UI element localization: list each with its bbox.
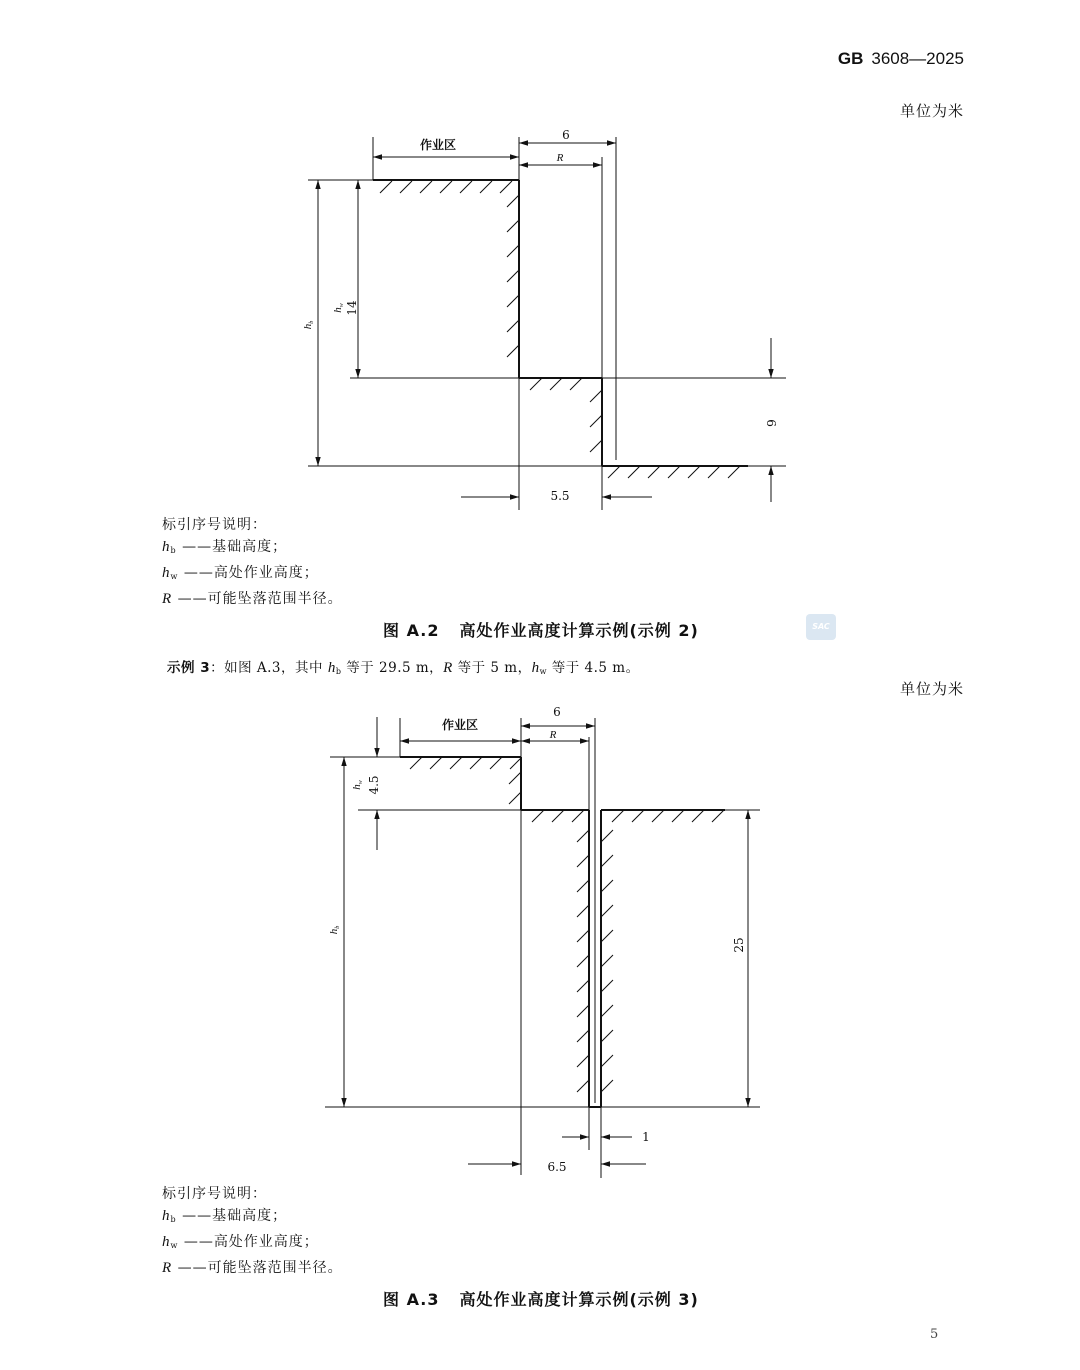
a3-gap-dimension: 1 <box>642 1130 650 1144</box>
legend-item: $h_b$ ——基础高度； <box>162 1208 288 1224</box>
a3-hw-value: 4.5 <box>367 775 381 795</box>
legend-item: $h_w$ ——高处作业高度； <box>162 1234 319 1250</box>
legend-title: 标引序号说明： <box>162 1186 267 1202</box>
a3-hw-label: hw <box>351 780 364 790</box>
a3-bottom-dimension: 6.5 <box>547 1160 567 1174</box>
legend-item: $h_w$ ——高处作业高度； <box>162 565 319 581</box>
page-number: 5 <box>930 1327 939 1342</box>
standard-prefix: GB <box>837 49 864 68</box>
a2-hb-label: hb <box>302 320 315 330</box>
a2-hw-label: hw <box>332 303 345 313</box>
a3-right-dimension: 25 <box>732 937 746 953</box>
a2-radius-label: R <box>556 152 564 164</box>
a3-radius-label: R <box>549 729 557 741</box>
legend-title: 标引序号说明： <box>162 517 267 533</box>
sac-watermark-logo: SAC <box>806 614 836 640</box>
standard-number: 3608—2025 <box>871 49 964 68</box>
legend-item: $h_b$ ——基础高度； <box>162 539 288 555</box>
legend-item: R ——可能坠落范围半径。 <box>162 1260 343 1276</box>
a2-hw-value: 14 <box>345 300 359 316</box>
figure-a2-caption: 图 A.2 高处作业高度计算示例(示例 2) <box>383 621 699 640</box>
legend-item: R ——可能坠落范围半径。 <box>162 591 343 607</box>
figure-a3-legend <box>162 1183 343 1283</box>
a3-work-zone-label: 作业区 <box>441 718 479 732</box>
a3-hb-label: hb <box>328 925 341 935</box>
a2-bottom-dimension: 5.5 <box>550 489 570 503</box>
a3-top-dimension: 6 <box>553 705 561 719</box>
a2-work-zone-label: 作业区 <box>419 138 457 152</box>
example-3-text: 示例 3：如图 A.3，其中 $h_b$ 等于 29.5 m，R 等于 5 m，$h_w$ 等于 4.5 m。 <box>167 660 640 676</box>
a2-top-dimension: 6 <box>562 128 570 142</box>
a2-step-height: 6 <box>764 419 778 427</box>
figure-a3-caption: 图 A.3 高处作业高度计算示例(示例 3) <box>383 1290 699 1309</box>
unit-note: 单位为米 <box>899 102 964 120</box>
unit-note-2: 单位为米 <box>899 680 964 698</box>
